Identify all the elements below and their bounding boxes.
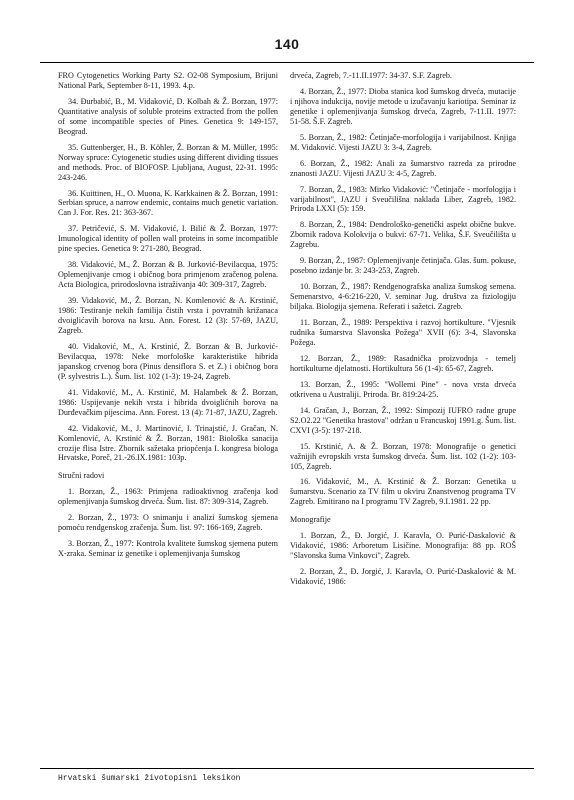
bibliography-entry: 1. Borzan, Ž., Đ. Jorgić, J. Karavla, O. Purić-Daskalović & Vidaković, 1986: Arboretum Lisičine. Monografija: 88 pp. ROŠ "Slavonska šuma Vinkovci", Zagreb. <box>290 531 516 561</box>
footer-title: Hrvatski šumarski životopisni leksikon <box>58 774 241 783</box>
bibliography-entry: 2. Borzan, Ž., Đ. Jorgić, J. Karavla, O. Purić-Daskalović & M. Vidaković, 1986: <box>290 567 516 587</box>
section-heading: Monografije <box>290 515 331 525</box>
bibliography-entry: 36. Kuittinen, H., O. Muona, K. Karkkainen & Ž. Borzan, 1991: Serbian spruce, a narrow endemic, contains much genetic variation. Can J. For. Res. 21: 363-367. <box>58 188 278 218</box>
bibliography-entry: 16. Vidaković, M., A. Krstinić & Ž. Borzan: Genetika u šumarstvu. Scenario za TV film u okviru Znanstvenog programa TV Zagreb. Emitirano na I programu TV Zagreb, 9.I.1981. 22 pp. <box>290 477 516 507</box>
bibliography-entry: 6. Borzan, Ž., 1982: Anali za šumarstvo razreda za prirodne znanosti JAZU. Vijesti JAZU 3: 4-5, Zagreb. <box>290 158 516 178</box>
bibliography-entry: 5. Borzan, Ž., 1982: Četinjače-morfologija i varijabilnost. Knjiga M. Vidaković. Vijesti JAZU 3: 3-4, Zagreb. <box>290 132 516 152</box>
bibliography-entry: 3. Borzan, Ž., 1977: Kontrola kvalitete šumskog sjemena putem X-zraka. Seminar iz genetike i oplemenjivanja šumskog <box>58 539 278 559</box>
bibliography-entry: 42. Vidaković, M., J. Martinović, I. Trinajstić, J. Gračan, N. Komlenović, A. Krstinić & Ž. Borzan, 1981: Biološka sanacija crozije flisa Istre. Zbornik sažetaka priopćenja I. kongresa biologa Hrvatske, Poreč, 21.-26.IX.1981: 103p. <box>58 423 278 463</box>
bibliography-entry: 8. Borzan, Ž., 1984: Dendrološko-genetički aspekt obične bukve. Zbornik radova Kolokvija o bukvi: 67-71. Velika, Š.F. Sveučilišta u Zagrebu. <box>290 220 516 250</box>
bibliography-entry: 37. Petričević, S. M. Vidaković, I. Bilić & Ž. Borzan, 1977: Imunological identity of pollen wall proteins in some incompatible pine species. Genetica 9: 271-280, Beograd. <box>58 224 278 254</box>
bibliography-entry: 35. Guttenberger, H., B. Köhler, Ž. Borzan & M. Müller, 1995: Norway spruce: Cytogenetic studies using different dividing tissues and methods. Proc. of BIOFOSP. Ljubljana, August, 22-31. 1995: 243-246. <box>58 142 278 182</box>
bibliography-entry: 39. Vidaković, M., Ž. Borzan, N. Komlenović & A. Krstinić, 1986: Testiranje nekih familija čistih vrsta i povratnih križanaca dvoiglićavih borova na krsu. Ann. Forest. 12 (3): 57-69, JAZU, Zagreb. <box>58 296 278 335</box>
bibliography-entry: 13. Borzan, Ž., 1995: "Wollemi Pine" - nova vrsta drveća otkrivena u Australiji. Priroda. Br. 819:24-25. <box>290 379 516 399</box>
bibliography-entry: 14. Gračan, J., Borzan, Ž., 1992: Simpozij IUFRO radne grupe S2.O2.22 "Genetika hrastova" održan u Francuskoj 1991.g. Šum. list. CXVI (3-5): 197-218. <box>290 405 516 435</box>
bibliography-entry: 15. Krstinić, A. & Ž. Borzan, 1978: Monografije o genetici važnijih evropskih vrsta šumskog drveća. Šum. list. 102 (1-2): 103-105, Zagreb. <box>290 441 516 471</box>
section-heading: Stručni radovi <box>58 471 105 481</box>
bibliography-entry: 9. Borzan, Ž., 1987: Oplemenjivanje četinjača. Glas. šum. pokuse, posebno izdanje br. 3: 243-253, Zagreb. <box>290 256 516 276</box>
bibliography-entry: 2. Borzan, Ž., 1973: O snimanju i analizi šumskog sjemena pomoću rendgenskog zračenja. Šum. list. 97: 166-169, Zagreb. <box>58 513 278 533</box>
page-number: 140 <box>274 36 300 52</box>
bibliography-entry: 11. Borzan, Ž., 1989: Perspektiva i razvoj hortikulture. "Vjesnik rudnika šumarstva Slavonska Požega" XVII (6): 3-4, Slavonska Požega. <box>290 318 516 347</box>
bibliography-entry: 4. Borzan, Ž., 1977: Dioba stanica kod šumskog drveća, mutacije i njihova indukcija, novije metode u izučavanju kariotipa. Seminar iz genetike i oplemenjivanja šumskog drveća, Zagreb, 7-11.II. 1977: 51-58. Š.F. Zagreb. <box>290 86 516 126</box>
bibliography-entry: 12. Borzan, Ž., 1989: Rasadnička proizvodnja - temelj hortikulturne djelatnosti. Hortikultura 56 (1-4): 65-67, Zagreb. <box>290 353 516 373</box>
entry-continuation: drveća, Zagreb, 7.-11.II.1977: 34-37. S.F. Zagreb. <box>290 71 452 80</box>
left-column <box>58 71 278 761</box>
bibliography-entry: 10. Borzan, Ž., 1987: Rendgenografska analiza šumskog semena. Semenarstvo, 4-6:216-220, V. seminar Jug. društva za fiziologiju biljaka. Biologija sjemena. Referati i sažetci. Zagreb. <box>290 282 516 312</box>
entry-continuation: FRO Cytogenetics Working Party S2. O2-08 Symposium, Brijuni National Park, September 8-11, 1993. 4.p. <box>58 71 278 90</box>
top-rule <box>40 62 534 63</box>
bibliography-entry: 34. Đurbabić, B., M. Vidaković, D. Kolbah & Ž. Borzan, 1977: Quantitative analysis of soluble proteins extracted from the pollen of some incompatible species of Pines. Genetica 9: 149-157, Beograd. <box>58 96 278 136</box>
bibliography-entry: 41. Vidaković, M., A. Krstinić, M. Halambek & Ž. Borzan, 1986: Uspijevanje nekih vrsta i hibrida dvoiglićnih borova na Durđevačkim pijescima. Ann. Forest. 13 (4): 71-87, JAZU, Zagreb. <box>58 387 278 417</box>
bibliography-entry: 1. Borzan, Ž., 1963: Primjena radioaktivnog zračenja kod oplemenjivanja šumskog drveća. Šum. list. 87: 309-314, Zagreb. <box>58 487 278 507</box>
bibliography-entry: 7. Borzan, Ž., 1983: Mirko Vidaković: "Četinjače - morfologija i varijabilnost", JAZU i Sveučilišna naklada Liber, Zagreb, 1982. Priroda LXXI (5): 159. <box>290 184 516 214</box>
bibliography-entry: 40. Vidaković, M., A. Krstinić, Ž. Borzan & B. Jurković-Bevilacqua, 1978: Neke morfološke karakteristike hibrida japanskog crvenog bora (Pinus densiflora S. et Z.) i običnog bora (P. sylvestris L.). Šum. list. 102 (1-3): 19-24, Zagreb. <box>58 341 278 381</box>
bibliography-entry: 38. Vidaković, M., Ž. Borzan & B. Jurković-Bevilacqua, 1975: Oplemenjivanje crnog i običnog bora primjenom zračenog polena. Acta Biologica, prirodoslovna istraživanja 40: 309-317, Zagreb. <box>58 260 278 290</box>
right-column <box>290 71 516 761</box>
bottom-rule <box>40 768 534 769</box>
